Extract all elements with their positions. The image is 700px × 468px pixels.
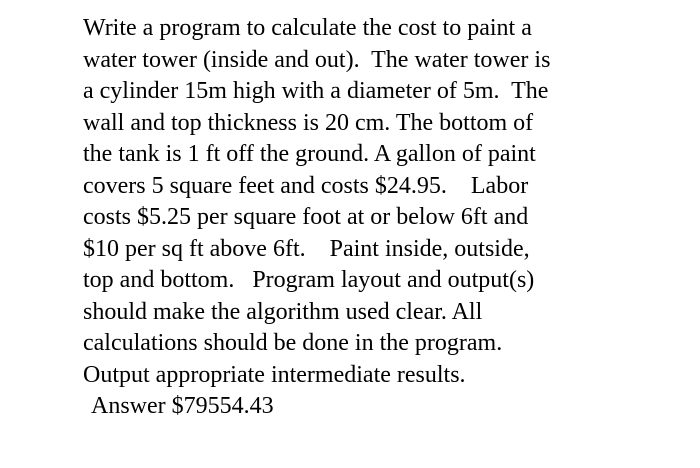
answer-line: Answer $79554.43 [91, 393, 274, 419]
problem-line: top and bottom. Program layout and output(s) [83, 267, 535, 293]
problem-line: Output appropriate intermediate results. [83, 361, 466, 388]
problem-line: Write a program to calculate the cost to paint a [83, 15, 532, 41]
problem-line: the tank is 1 ft off the ground. A gallon of paint [83, 141, 536, 167]
problem-line: calculations should be done in the program. [83, 330, 503, 356]
problem-line: should make the algorithm used clear. All [83, 298, 483, 325]
problem-line: a cylinder 15m high with a diameter of 5m. The [83, 78, 549, 104]
problem-line: $10 per sq ft above 6ft. Paint inside, outside, [83, 235, 530, 262]
problem-line: wall and top thickness is 20 cm. The bottom of [83, 109, 534, 136]
problem-line: costs $5.25 per square foot at or below 6ft and [83, 204, 529, 230]
problem-text [83, 13, 643, 423]
problem-line: covers 5 square feet and costs $24.95. Labor [83, 172, 529, 199]
problem-line: water tower (inside and out). The water tower is [83, 46, 551, 73]
